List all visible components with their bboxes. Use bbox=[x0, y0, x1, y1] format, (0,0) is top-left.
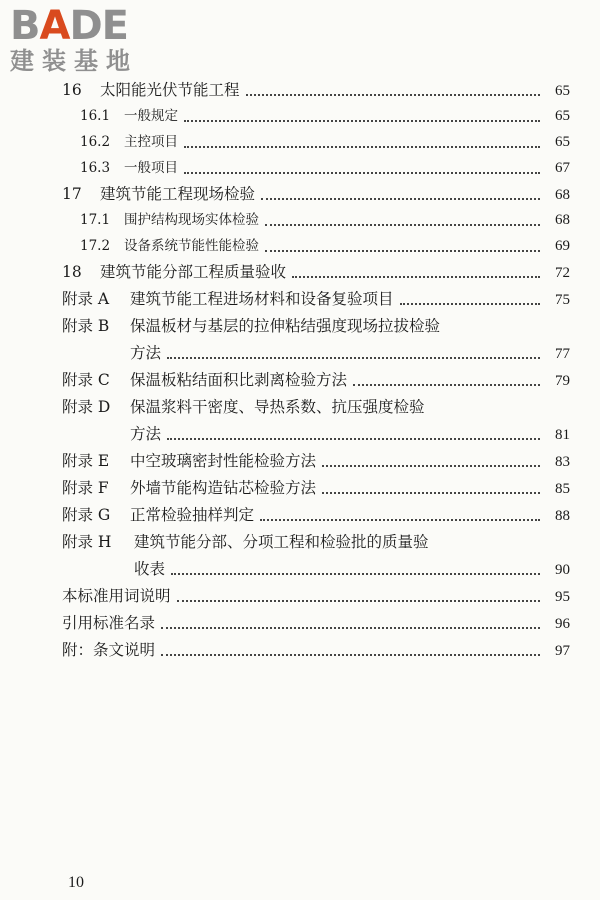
toc-entry-number: 附录 B bbox=[62, 317, 110, 335]
dot-leader bbox=[265, 250, 540, 252]
toc-entry[interactable] bbox=[62, 611, 570, 635]
toc-entry-continuation[interactable] bbox=[130, 422, 570, 446]
dot-leader bbox=[171, 573, 540, 575]
toc-entry-number: 17.2 bbox=[80, 238, 111, 254]
toc-entry-title: 方法 bbox=[130, 344, 162, 362]
toc-entry-page: 67 bbox=[555, 160, 570, 176]
toc-entry-page: 65 bbox=[555, 134, 570, 150]
toc-entry-number: 附录 C bbox=[62, 371, 110, 389]
toc-entry[interactable] bbox=[62, 503, 570, 527]
dot-leader bbox=[161, 654, 540, 656]
dot-leader bbox=[292, 276, 540, 278]
dot-leader bbox=[167, 357, 540, 359]
toc-entry-number: 16.2 bbox=[80, 134, 111, 150]
toc-entry-page: 83 bbox=[555, 454, 570, 470]
dot-leader bbox=[246, 94, 540, 96]
toc-entry-page: 72 bbox=[555, 265, 570, 281]
toc-entry-title: 太阳能光伏节能工程 bbox=[100, 81, 240, 99]
dot-leader bbox=[400, 303, 540, 305]
toc-entry-page: 88 bbox=[555, 508, 570, 524]
dot-leader bbox=[167, 438, 540, 440]
toc-entry-title: 保温浆料干密度、导热系数、抗压强度检验 bbox=[130, 398, 425, 416]
page-number: 10 bbox=[68, 874, 84, 891]
toc-entry-title: 中空玻璃密封性能检验方法 bbox=[130, 452, 317, 470]
toc-entry[interactable] bbox=[80, 156, 570, 180]
toc-entry-title: 收表 bbox=[134, 560, 166, 578]
toc-entry-number: 附录 F bbox=[62, 479, 109, 497]
toc-entry-title: 正常检验抽样判定 bbox=[130, 506, 255, 524]
toc-entry-title: 建筑节能工程进场材料和设备复验项目 bbox=[130, 290, 394, 308]
logo-letters-de: DE bbox=[69, 3, 128, 49]
toc-entry-title: 方法 bbox=[130, 425, 162, 443]
toc-entry-page: 65 bbox=[555, 108, 570, 124]
toc-entry-number: 16.3 bbox=[80, 160, 111, 176]
toc-entry-title: 围护结构现场实体检验 bbox=[124, 212, 259, 228]
toc-entry-title: 建筑节能工程现场检验 bbox=[100, 185, 256, 203]
toc-entry-page: 68 bbox=[555, 187, 570, 203]
dot-leader bbox=[322, 465, 540, 467]
logo bbox=[10, 4, 138, 76]
toc-entry-number: 18 bbox=[62, 263, 82, 281]
toc-entry-title: 一般项目 bbox=[124, 160, 178, 176]
logo-letter-a: A bbox=[39, 3, 70, 49]
toc-entry-number: 附录 A bbox=[62, 290, 110, 308]
toc-entry-title: 保温板粘结面积比剥离检验方法 bbox=[130, 371, 348, 389]
toc-entry[interactable] bbox=[62, 395, 570, 419]
toc-entry-title: 建筑节能分部工程质量验收 bbox=[100, 263, 287, 281]
toc-entry-number: 附录 E bbox=[62, 452, 110, 470]
toc-entry[interactable] bbox=[62, 638, 570, 662]
toc-entry-title: 附：条文说明 bbox=[62, 641, 156, 659]
dot-leader bbox=[184, 146, 540, 148]
toc-entry-page: 65 bbox=[555, 83, 570, 99]
toc-entry-page: 75 bbox=[555, 292, 570, 308]
dot-leader bbox=[265, 224, 540, 226]
toc-entry-continuation[interactable] bbox=[134, 557, 570, 581]
dot-leader bbox=[177, 600, 540, 602]
toc-entry-page: 97 bbox=[555, 643, 570, 659]
toc-entry-title: 本标准用词说明 bbox=[62, 587, 171, 605]
toc-entry[interactable] bbox=[62, 449, 570, 473]
toc-entry-page: 85 bbox=[555, 481, 570, 497]
dot-leader bbox=[184, 172, 540, 174]
toc-entry[interactable] bbox=[80, 104, 570, 128]
toc-entry-number: 附录 H bbox=[62, 533, 112, 551]
toc-entry-number: 附录 D bbox=[62, 398, 111, 416]
dot-leader bbox=[161, 627, 540, 629]
toc-entry[interactable] bbox=[62, 287, 570, 311]
toc-entry-title: 一般规定 bbox=[124, 108, 178, 124]
toc-entry-page: 69 bbox=[555, 238, 570, 254]
toc-entry-number: 17 bbox=[62, 185, 82, 203]
toc-entry-title: 设备系统节能性能检验 bbox=[124, 238, 259, 254]
toc-entry-page: 96 bbox=[555, 616, 570, 632]
logo-letter-b: B bbox=[10, 3, 40, 49]
toc-entry-title: 保温板材与基层的拉伸粘结强度现场拉拔检验 bbox=[130, 317, 441, 335]
toc-entry-number: 附录 G bbox=[62, 506, 111, 524]
logo-subtitle: 建装基地 bbox=[10, 47, 138, 75]
toc-entry[interactable] bbox=[62, 182, 570, 206]
toc-entry-number: 16 bbox=[62, 81, 82, 99]
toc-entry-title: 外墙节能构造钻芯检验方法 bbox=[130, 479, 317, 497]
toc-entry[interactable] bbox=[80, 234, 570, 258]
dot-leader bbox=[184, 120, 540, 122]
toc-entry[interactable] bbox=[80, 130, 570, 154]
toc-entry-page: 77 bbox=[555, 346, 570, 362]
toc-entry-page: 90 bbox=[555, 562, 570, 578]
toc-entry-number: 16.1 bbox=[80, 108, 111, 124]
toc-entry-page: 81 bbox=[555, 427, 570, 443]
toc-entry[interactable] bbox=[62, 530, 570, 554]
toc-entry-title: 引用标准名录 bbox=[62, 614, 156, 632]
toc-entry[interactable] bbox=[62, 368, 570, 392]
toc-entry-continuation[interactable] bbox=[130, 341, 570, 365]
dot-leader bbox=[322, 492, 540, 494]
logo-wordmark bbox=[10, 4, 138, 48]
dot-leader bbox=[260, 519, 540, 521]
toc-entry[interactable] bbox=[80, 208, 570, 232]
toc-entry-page: 79 bbox=[555, 373, 570, 389]
toc-entry[interactable] bbox=[62, 260, 570, 284]
toc-entry[interactable] bbox=[62, 476, 570, 500]
toc-entry-page: 95 bbox=[555, 589, 570, 605]
dot-leader bbox=[261, 198, 540, 200]
toc-entry[interactable] bbox=[62, 78, 570, 102]
toc-entry[interactable] bbox=[62, 584, 570, 608]
toc-entry[interactable] bbox=[62, 314, 570, 338]
toc-entry-page: 68 bbox=[555, 212, 570, 228]
dot-leader bbox=[353, 384, 540, 386]
toc-entry-title: 建筑节能分部、分项工程和检验批的质量验 bbox=[134, 533, 429, 551]
toc-entry-number: 17.1 bbox=[80, 212, 111, 228]
toc-entry-title: 主控项目 bbox=[124, 134, 178, 150]
